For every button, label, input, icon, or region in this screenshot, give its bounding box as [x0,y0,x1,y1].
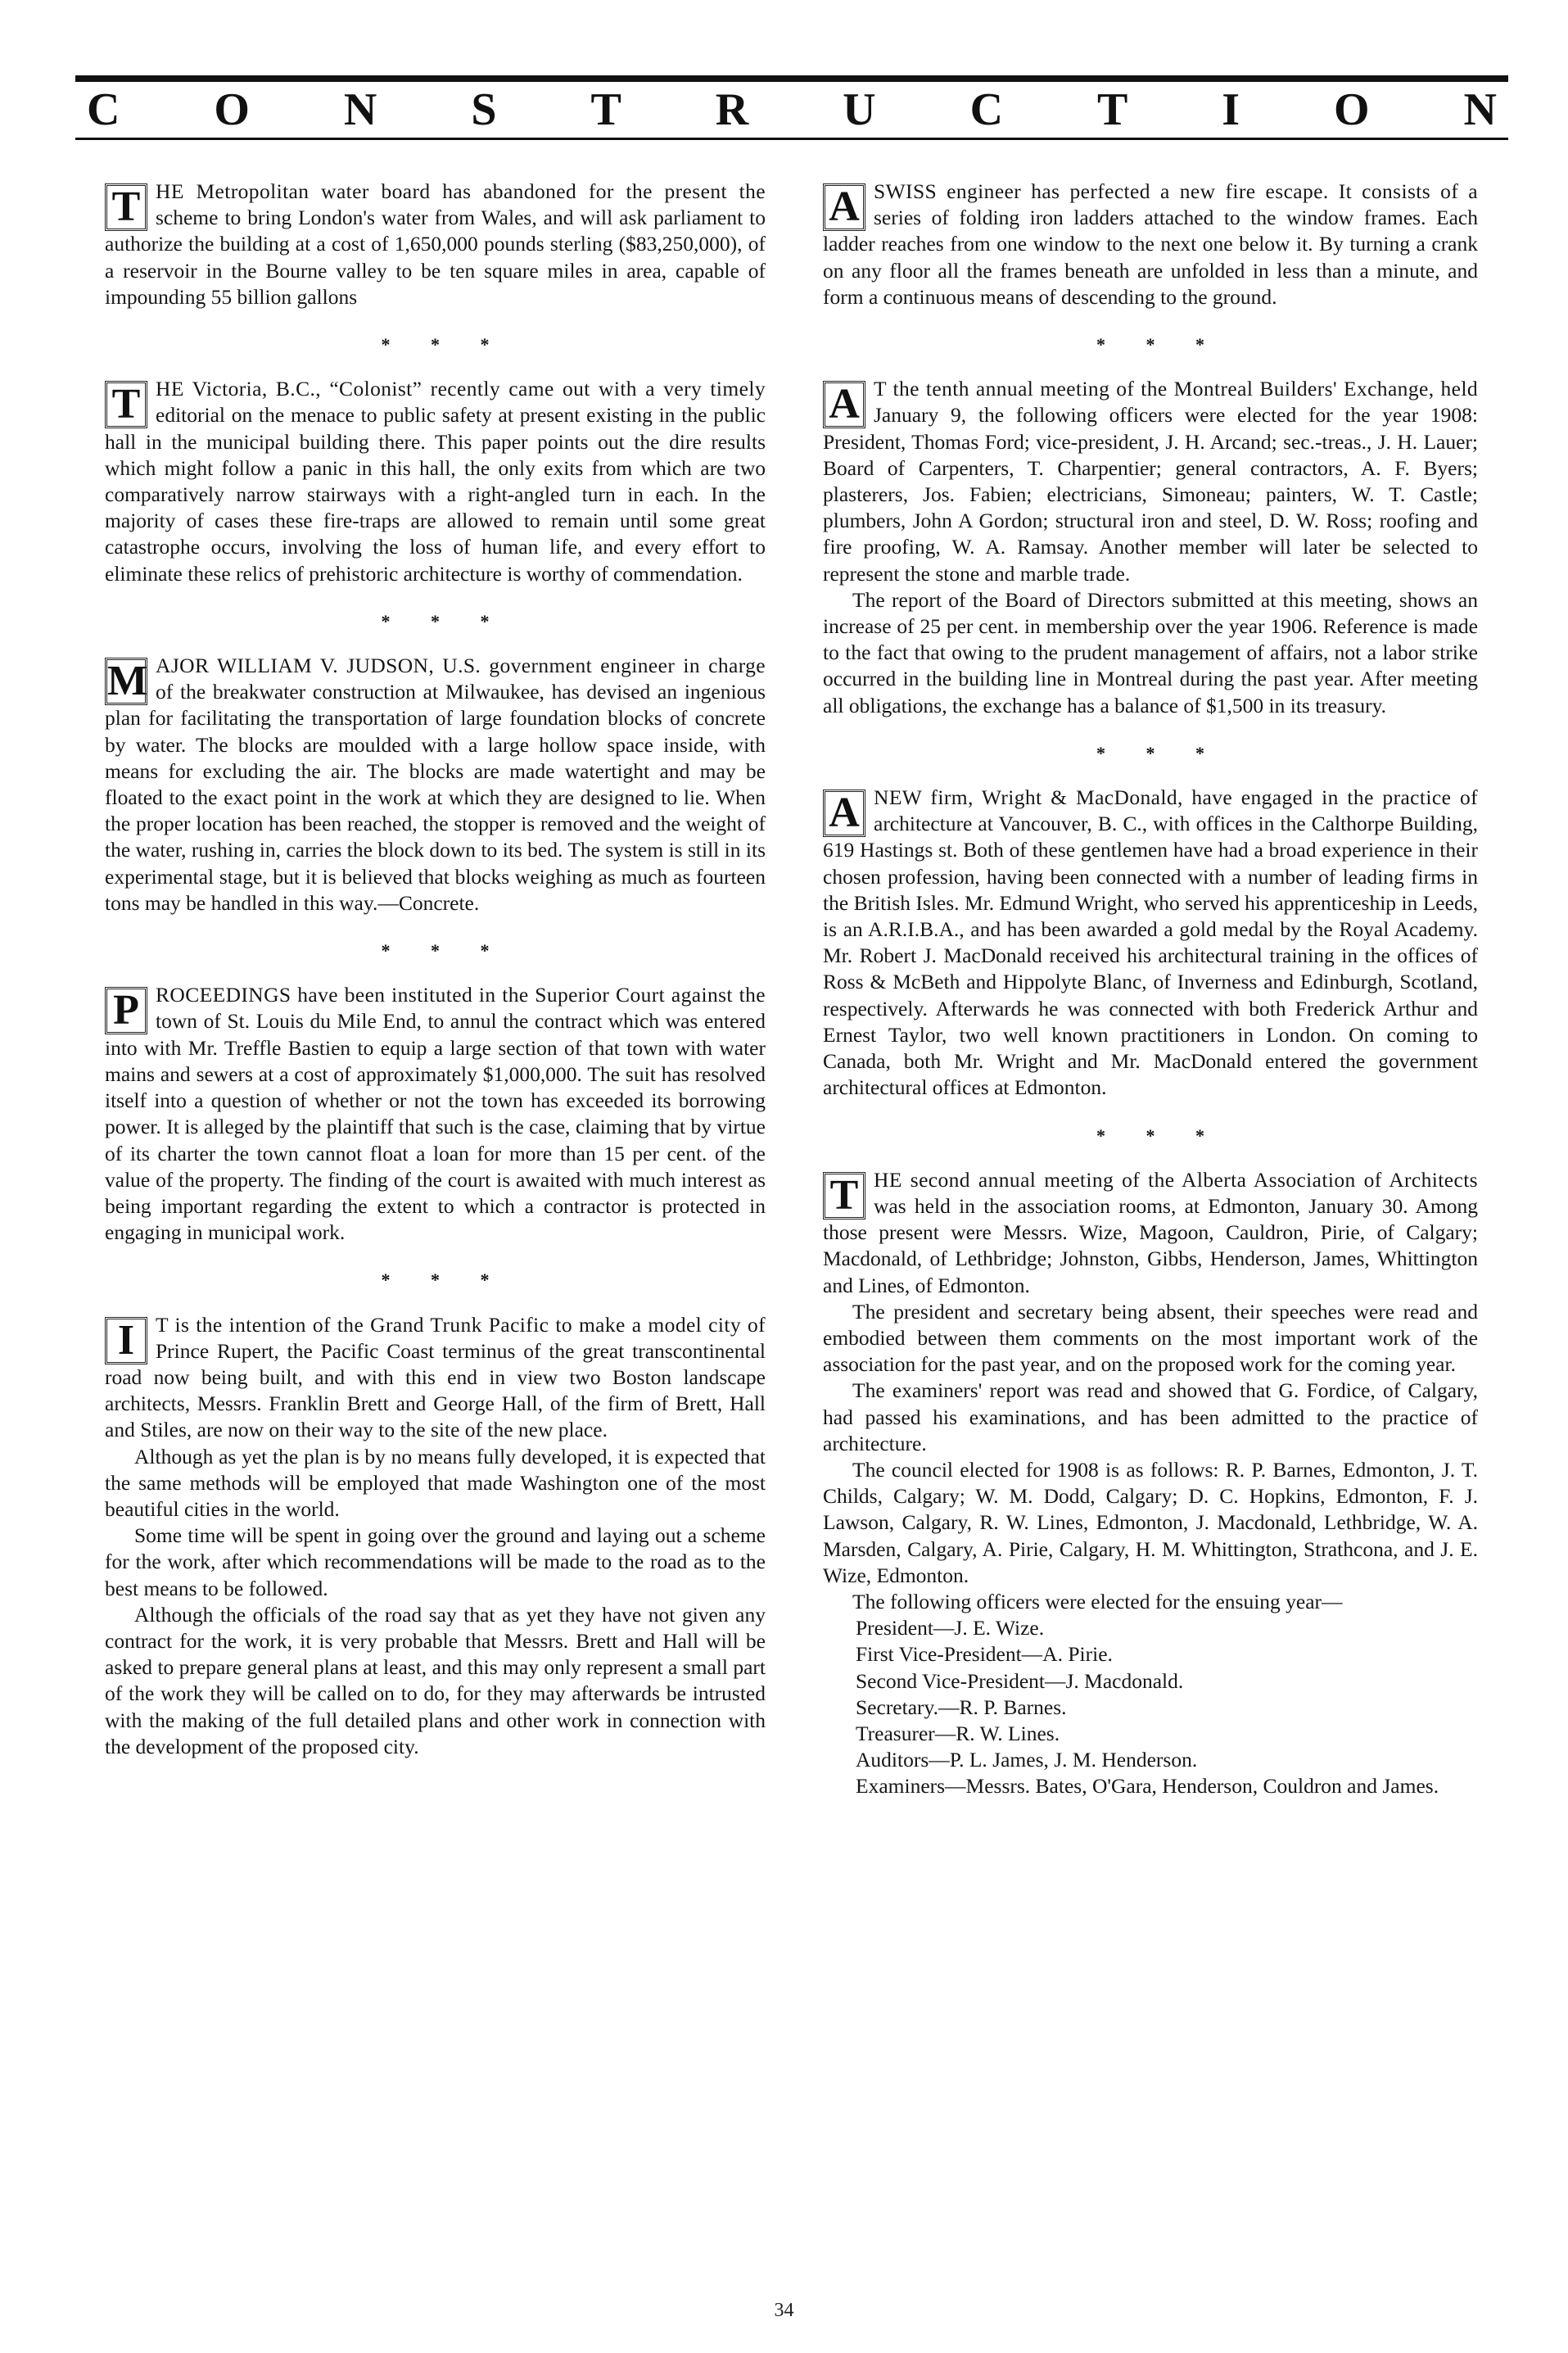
left-column [105,179,766,1760]
news-paragraph: Although as yet the plan is by no means fully developed, it is expected that the same methods will be employed that made Washington one of the most beautiful cities in the world. [105,1444,766,1521]
officer-entry: First Vice-President—A. Pirie. [856,1642,1113,1667]
news-paragraph: ROCEEDINGS have been instituted in the Superior Court against the town of St. Louis du Mile End, to annul the contract which was entered into with Mr. Treffle Bastien to equip a large section of that town with water mains and sewers at a cost of approximately $1,000,000. The suit has resolved itself into a question of whether or not the town has exceeded its borrowing power. It is alleged by the plaintiff that such is the case, claiming that by virtue of its charter the town cannot float a loan for more than 15 per cent. of the value of the property. The finding of the court is awaited with much interest as being important regarding the extent to which a contractor is protected in engaging in municipal work. [105,983,766,1245]
masthead-letter: T [1096,84,1128,135]
news-paragraph: The following officers were elected for the ensuing year— [852,1589,1343,1613]
section-separator: * * * [1096,1124,1222,1146]
masthead-letter: O [214,84,250,135]
news-item-victoria-colonist [105,376,766,587]
masthead-letter: U [843,84,876,135]
drop-cap: M [105,658,147,705]
news-item-prince-rupert [105,1312,766,1760]
news-item-wright-macdonald [823,785,1478,1101]
masthead-top-rule [75,75,1508,82]
section-separator: * * * [381,334,508,355]
news-paragraph: HE second annual meeting of the Alberta Association of Architects was held in the association rooms, at Edmonton, January 30. Among those present were Messrs. Wize, Magoon, Cauldron, Pirie, of Calgary; Macdonald, of Lethbridge; Johnston, Gibbs, Henderson, James, Whittington and Lines, of Edmonton. [823,1167,1478,1297]
masthead-letter: T [590,84,621,135]
news-paragraph: The examiners' report was read and showed that G. Fordice, of Calgary, had passed his examinations, and has been admitted to the practice of architecture. [823,1378,1478,1455]
officer-entry: Secretary.—R. P. Barnes. [856,1695,1067,1719]
masthead [75,75,1508,140]
drop-cap: P [105,987,147,1034]
masthead-letter: S [471,84,497,135]
masthead-bottom-rule [75,138,1508,140]
officer-entry: President—J. E. Wize. [856,1616,1045,1640]
news-item-mile-end-proceedings [105,982,766,1246]
section-separator: * * * [381,610,508,631]
officer-entry: Treasurer—R. W. Lines. [856,1721,1060,1745]
news-item-metropolitan-water [105,179,766,310]
officers-list [823,1615,1478,1799]
drop-cap: T [823,1172,865,1219]
masthead-letter: C [969,84,1004,135]
masthead-letter: C [87,84,120,135]
officer-entry: Auditors—P. L. James, J. M. Henderson. [856,1748,1198,1772]
masthead-letter: I [1222,84,1240,135]
drop-cap: A [823,183,865,231]
masthead-title [75,82,1508,138]
section-separator: * * * [1096,334,1222,355]
news-item-swiss-fire-escape [823,179,1478,310]
section-separator: * * * [381,1269,508,1291]
right-column [823,179,1478,1800]
officer-entry: Second Vice-President—J. Macdonald. [856,1668,1184,1693]
drop-cap: I [105,1317,147,1364]
news-paragraph: The president and secretary being absent, their speeches were read and embodied between them comments on the most important work of the association for the past year, and on the proposed work for the coming year. [823,1299,1478,1377]
drop-cap: A [823,381,865,428]
officer-entry: Examiners—Messrs. Bates, O'Gara, Henderson, Couldron and James. [856,1774,1439,1799]
masthead-letter: R [715,84,749,135]
news-item-montreal-builders-exchange [823,376,1478,719]
section-separator: * * * [381,940,508,962]
news-paragraph: HE Victoria, B.C., “Colonist” recently came out with a very timely editorial on the menace to public safety at present existing in the public hall in the municipal building there. This paper points out the dire results which might follow a panic in this hall, the only exits from which are two comparatively narrow stairways with a right-angled turn in each. In the majority of cases these fire-traps are allowed to remain until some great catastrophe occurs, involving the loss of human life, and every effort to eliminate these relics of prehistoric architecture is worthy of commendation. [105,377,766,586]
news-paragraph: Some time will be spent in going over the ground and laying out a scheme for the work, after which recommendations will be made to the road as to the best means to be followed. [105,1523,766,1600]
news-item-judson-blocks [105,653,766,916]
page-number: 34 [774,2300,794,2321]
news-item-alberta-architects [823,1167,1478,1800]
masthead-letter: O [1334,84,1370,135]
news-paragraph: HE Metropolitan water board has abandoned for the present the scheme to bring London's water from Wales, and will ask parliament to authorize the building at a cost of 1,650,000 pounds sterling ($83,250,000), of a reservoir in the Bourne valley to be ten square miles in area, capable of impounding 55 billion gallons [105,179,766,309]
news-paragraph: NEW firm, Wright & MacDonald, have engaged in the practice of architecture at Vancouver, B. C., with offices in the Calthorpe Building, 619 Hastings st. Both of these gentlemen have had a broad experience in their chosen profession, having been connected with a number of leading firms in the British Isles. Mr. Edmund Wright, who served his apprenticeship in Leeds, is an A.R.I.B.A., and has been awarded a gold medal by the Royal Academy. Mr. Robert J. MacDonald received his architectural training in the offices of Ross & McBeth and Hippolyte Blanc, of Inverness and Edinburgh, Scotland, respectively. Afterwards he was connected with both Frederick Arthur and Ernest Taylor, two well known practitioners in London. On coming to Canada, both Mr. Wright and Mr. MacDonald entered the government architectural offices at Edmonton. [823,785,1478,1100]
news-paragraph: The report of the Board of Directors submitted at this meeting, shows an increase of 25 per cent. in membership over the year 1906. Reference is made to the fact that owing to the prudent management of affairs, not a labor strike occurred in the building line in Montreal during the past year. After meeting all obligations, the exchange has a balance of $1,500 in its treasury. [823,587,1478,717]
news-paragraph: AJOR WILLIAM V. JUDSON, U.S. government engineer in charge of the breakwater construction at Milwaukee, has devised an ingenious plan for facilitating the transportation of large foundation blocks of concrete by water. The blocks are moulded with a large hollow space inside, with means for excluding the air. The blocks are made watertight and may be floated to the exact point in the work at which they are designed to lie. When the proper location has been reached, the stopper is removed and the weight of the water, rushing in, carries the block down to its bed. The system is still in its experimental stage, but it is believed that blocks weighing as much as fourteen tons may be handled in this way.—Concrete. [105,654,766,915]
drop-cap: T [105,381,147,428]
drop-cap: T [105,183,147,231]
news-paragraph: T the tenth annual meeting of the Montreal Builders' Exchange, held January 9, the following officers were elected for the year 1908: President, Thomas Ford; vice-president, J. H. Arcand; sec.-treas., J. H. Lauer; Board of Carpenters, T. Charpentier; general contractors, A. F. Byers; plasterers, Jos. Fabien; electricians, Simoneau; painters, W. T. Castle; plumbers, John A Gordon; structural iron and steel, D. W. Ross; roofing and fire proofing, W. A. Ramsay. Another member will later be selected to represent the stone and marble trade. [823,377,1478,586]
news-paragraph: The council elected for 1908 is as follows: R. P. Barnes, Edmonton, J. T. Childs, Calgary; W. M. Dodd, Calgary; D. C. Hopkins, Edmonton, F. J. Lawson, Calgary, R. W. Lines, Edmonton, J. Macdonald, Lethbridge, W. A. Marsden, Calgary, A. Pirie, Calgary, H. M. Whittington, Strathcona, and J. E. Wize, Edmonton. [823,1457,1478,1587]
drop-cap: A [823,790,865,837]
news-paragraph: Although the officials of the road say that as yet they have not given any contract for the work, it is very probable that Messrs. Brett and Hall will be asked to prepare general plans at least, and this may only represent a small part of the work they will be called on to do, for they may afterwards be intrusted with the making of the full detailed plans and other work in connection with the development of the proposed city. [105,1602,766,1758]
masthead-letter: N [1463,84,1497,135]
news-paragraph: SWISS engineer has perfected a new fire escape. It consists of a series of folding iron ladders attached to the window frames. Each ladder reaches from one window to the next one below it. By turning a crank on any floor all the frames beneath are unfolded in less than a minute, and form a continuous means of descending to the ground. [823,179,1478,309]
masthead-letter: N [343,84,377,135]
news-paragraph: T is the intention of the Grand Trunk Pacific to make a model city of Prince Rupert, the Pacific Coast terminus of the great transcontinental road now being built, and with this end in view two Boston landscape architects, Messrs. Franklin Brett and George Hall, of the firm of Brett, Hall and Stiles, are now on their way to the site of the new place. [105,1312,766,1442]
section-separator: * * * [1096,742,1222,763]
